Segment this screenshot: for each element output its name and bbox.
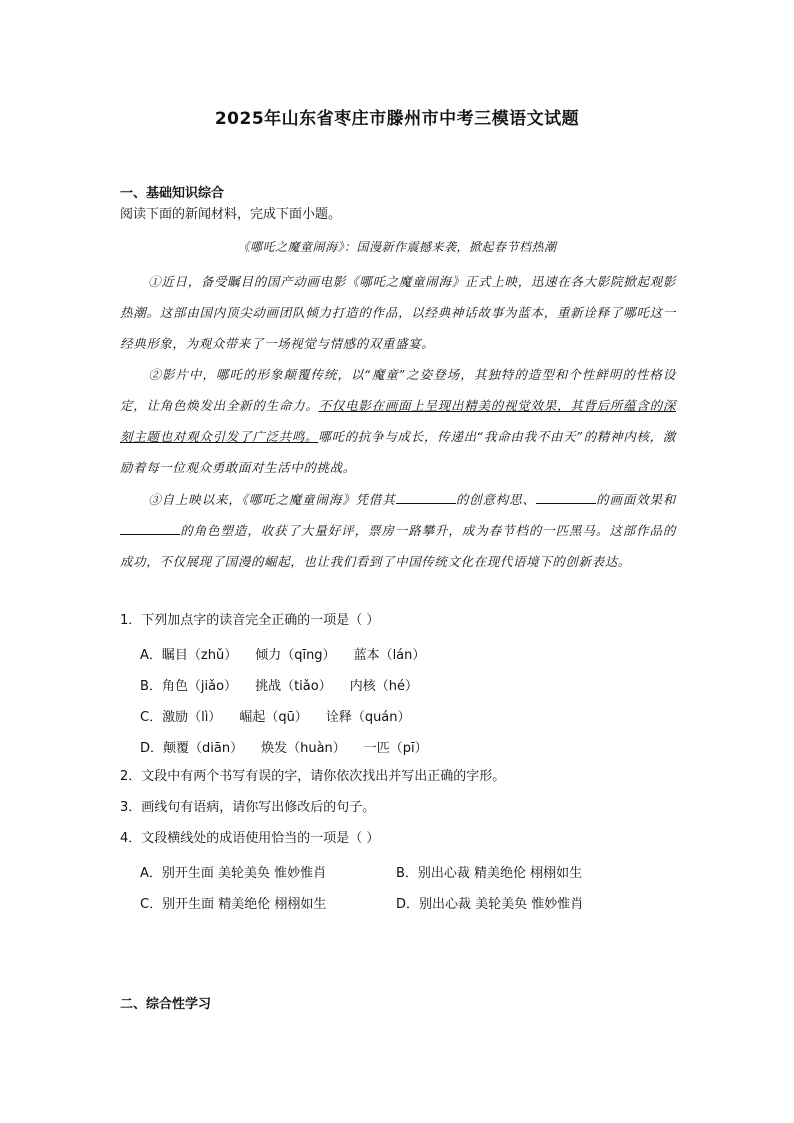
q4-option-b[interactable]: B．别出心裁 精美绝伦 栩栩如生 — [396, 866, 583, 881]
option-part: 焕发（huàn） — [261, 741, 346, 756]
option-part: A．瞩目（zhǔ） — [140, 648, 238, 663]
option-part: D．颠覆（diān） — [140, 741, 244, 756]
paragraph-2-text-a: ②影片中，哪吒的形象颠覆传统，以“魔童”之姿登场，其独特的造型和个性鲜明的性格设定，让角色焕发出全新的生命力。 — [120, 367, 676, 413]
paragraph-2-text-b: 哪吒的抗争与成长，传递出“我命由我不由天”的精神内核，激励着每一位观众勇敢面对生活中的挑战。 — [120, 429, 676, 475]
question-1: 1．下列加点字的读音完全正确的一项是（ ） — [120, 613, 380, 628]
paragraph-1 — [120, 266, 676, 359]
paragraph-3-text-b: 的创意构思、 — [455, 492, 536, 507]
q4-option-a[interactable]: A．别开生面 美轮美奂 惟妙惟肖 — [140, 866, 327, 881]
paragraph-2 — [120, 359, 676, 483]
option-part: 蓝本（lán） — [353, 648, 426, 663]
question-4: 4．文段横线处的成语使用恰当的一项是（ ） — [120, 831, 380, 846]
question-3: 3．画线句有语病，请你写出修改后的句子。 — [120, 800, 376, 815]
article-title: 《哪吒之魔童闹海》：国漫新作震撼来袭，掀起春节档热潮 — [237, 240, 557, 254]
q1-option-d[interactable] — [140, 737, 446, 756]
option-part: 挑战（tiǎo） — [255, 679, 332, 694]
option-part: 内核（hé） — [349, 679, 418, 694]
option-part: 诠释（quán） — [325, 710, 411, 725]
paragraph-3-text-c: 的画面效果和 — [595, 492, 676, 507]
option-part: 一匹（pī） — [363, 741, 428, 756]
q4-option-d[interactable]: D．别出心裁 美轮美奂 惟妙惟肖 — [396, 897, 584, 912]
underlined-sentence: 不仅电影在画面上呈现出精美的视觉效果，其背后所蕴含的深刻主题也对观众引发了广泛共鸣。 — [120, 398, 676, 444]
option-part: 倾力（qīng） — [255, 648, 336, 663]
option-part: B．角色（jiǎo） — [140, 679, 238, 694]
q1-option-b[interactable] — [140, 675, 436, 694]
section-1-intro: 阅读下面的新闻材料，完成下面小题。 — [120, 207, 342, 222]
paragraph-3-text-d: 的角色塑造，收获了大量好评，票房一路攀升，成为春节档的一匹黑马。这部作品的成功，不仅展现了国漫的崛起，也让我们看到了中国传统文化在现代语境下的创新表达。 — [120, 523, 676, 569]
blank-3[interactable] — [120, 522, 180, 535]
paragraph-3 — [120, 484, 676, 577]
q4-option-c[interactable]: C．别开生面 精美绝伦 栩栩如生 — [140, 897, 327, 912]
section-2-heading: 二、综合性学习 — [120, 997, 212, 1012]
option-part: 崛起（qū） — [239, 710, 308, 725]
page-title: 2025年山东省枣庄市滕州市中考三模语文试题 — [214, 109, 580, 129]
question-2: 2．文段中有两个书写有误的字，请你依次找出并写出正确的字形。 — [120, 769, 506, 784]
section-1-heading: 一、基础知识综合 — [120, 186, 225, 201]
paragraph-3-text-a: ③自上映以来，《哪吒之魔童闹海》凭借其 — [148, 492, 396, 507]
blank-1[interactable] — [396, 491, 456, 504]
q1-option-a[interactable] — [140, 644, 443, 663]
option-part: C．激励（lì） — [140, 710, 222, 725]
q1-option-c[interactable] — [140, 706, 429, 725]
blank-2[interactable] — [536, 491, 596, 504]
paragraph-1-text: ①近日，备受瞩目的国产动画电影《哪吒之魔童闹海》正式上映，迅速在各大影院掀起观影热潮。这部由国内顶尖动画团队倾力打造的作品，以经典神话故事为蓝本，重新诠释了哪吒这一经典形象，为观众带来了一场视觉与情感的双重盛宴。 — [120, 274, 676, 351]
